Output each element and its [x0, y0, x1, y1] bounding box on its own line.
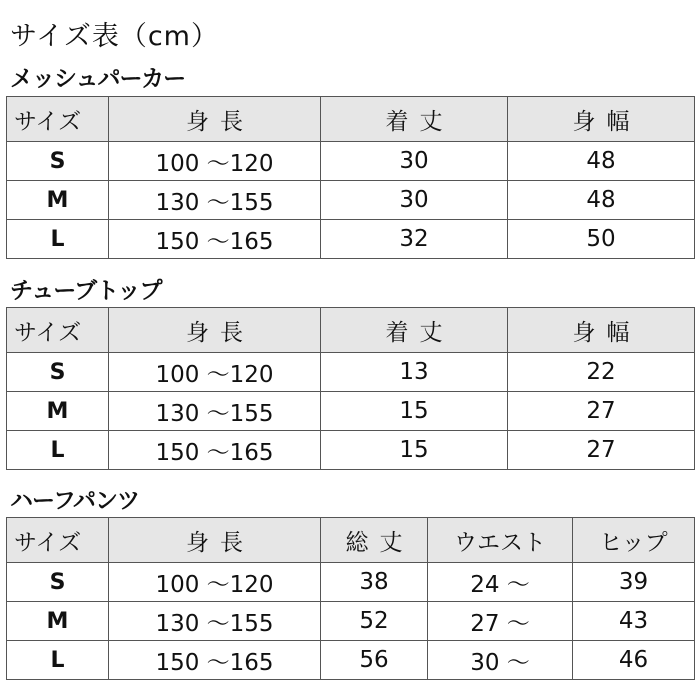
width-cell: 48	[508, 142, 695, 181]
height-cell: 130 〜155	[109, 181, 321, 220]
header-hip: ヒップ	[573, 518, 695, 563]
header-size: サイズ	[7, 308, 109, 353]
total-length-cell: 52	[321, 602, 428, 641]
length-cell: 15	[321, 392, 508, 431]
size-cell: S	[7, 353, 109, 392]
height-cell: 100 〜120	[109, 563, 321, 602]
size-table-half-pants	[6, 517, 695, 680]
header-width: 身幅	[508, 308, 695, 353]
table-header-row	[7, 97, 695, 142]
table-row	[7, 220, 695, 259]
size-cell: M	[7, 181, 109, 220]
size-cell: L	[7, 431, 109, 470]
height-cell: 150 〜165	[109, 220, 321, 259]
height-cell: 130 〜155	[109, 392, 321, 431]
size-table-tube-top	[6, 307, 695, 470]
height-cell: 100 〜120	[109, 142, 321, 181]
hip-cell: 43	[573, 602, 695, 641]
hip-cell: 46	[573, 641, 695, 680]
table-row	[7, 142, 695, 181]
header-height: 身長	[109, 97, 321, 142]
size-cell: M	[7, 392, 109, 431]
section-title-tube-top: チューブトップ	[10, 278, 162, 304]
header-size: サイズ	[7, 518, 109, 563]
waist-cell: 27 〜	[428, 602, 573, 641]
size-cell: S	[7, 563, 109, 602]
table-row	[7, 641, 695, 680]
header-height: 身長	[109, 518, 321, 563]
size-cell: L	[7, 641, 109, 680]
total-length-cell: 38	[321, 563, 428, 602]
height-cell: 150 〜165	[109, 431, 321, 470]
section-title-mesh-parka: メッシュパーカー	[10, 66, 186, 92]
waist-cell: 30 〜	[428, 641, 573, 680]
height-cell: 150 〜165	[109, 641, 321, 680]
length-cell: 30	[321, 142, 508, 181]
width-cell: 27	[508, 392, 695, 431]
total-length-cell: 56	[321, 641, 428, 680]
header-length: 着丈	[321, 308, 508, 353]
length-cell: 15	[321, 431, 508, 470]
height-cell: 100 〜120	[109, 353, 321, 392]
header-length: 着丈	[321, 97, 508, 142]
length-cell: 32	[321, 220, 508, 259]
table-row	[7, 392, 695, 431]
length-cell: 13	[321, 353, 508, 392]
table-header-row	[7, 308, 695, 353]
waist-cell: 24 〜	[428, 563, 573, 602]
size-cell: S	[7, 142, 109, 181]
table-row	[7, 181, 695, 220]
header-width: 身幅	[508, 97, 695, 142]
page-title: サイズ表（cm）	[10, 21, 219, 52]
table-row	[7, 563, 695, 602]
size-table-mesh-parka	[6, 96, 695, 259]
table-header-row	[7, 518, 695, 563]
header-size: サイズ	[7, 97, 109, 142]
header-height: 身長	[109, 308, 321, 353]
size-cell: M	[7, 602, 109, 641]
length-cell: 30	[321, 181, 508, 220]
width-cell: 48	[508, 181, 695, 220]
table-row	[7, 431, 695, 470]
size-cell: L	[7, 220, 109, 259]
width-cell: 27	[508, 431, 695, 470]
hip-cell: 39	[573, 563, 695, 602]
height-cell: 130 〜155	[109, 602, 321, 641]
width-cell: 50	[508, 220, 695, 259]
table-row	[7, 602, 695, 641]
section-title-half-pants: ハーフパンツ	[10, 488, 140, 514]
table-row	[7, 353, 695, 392]
header-waist: ウエスト	[428, 518, 573, 563]
header-total-length: 総丈	[321, 518, 428, 563]
width-cell: 22	[508, 353, 695, 392]
